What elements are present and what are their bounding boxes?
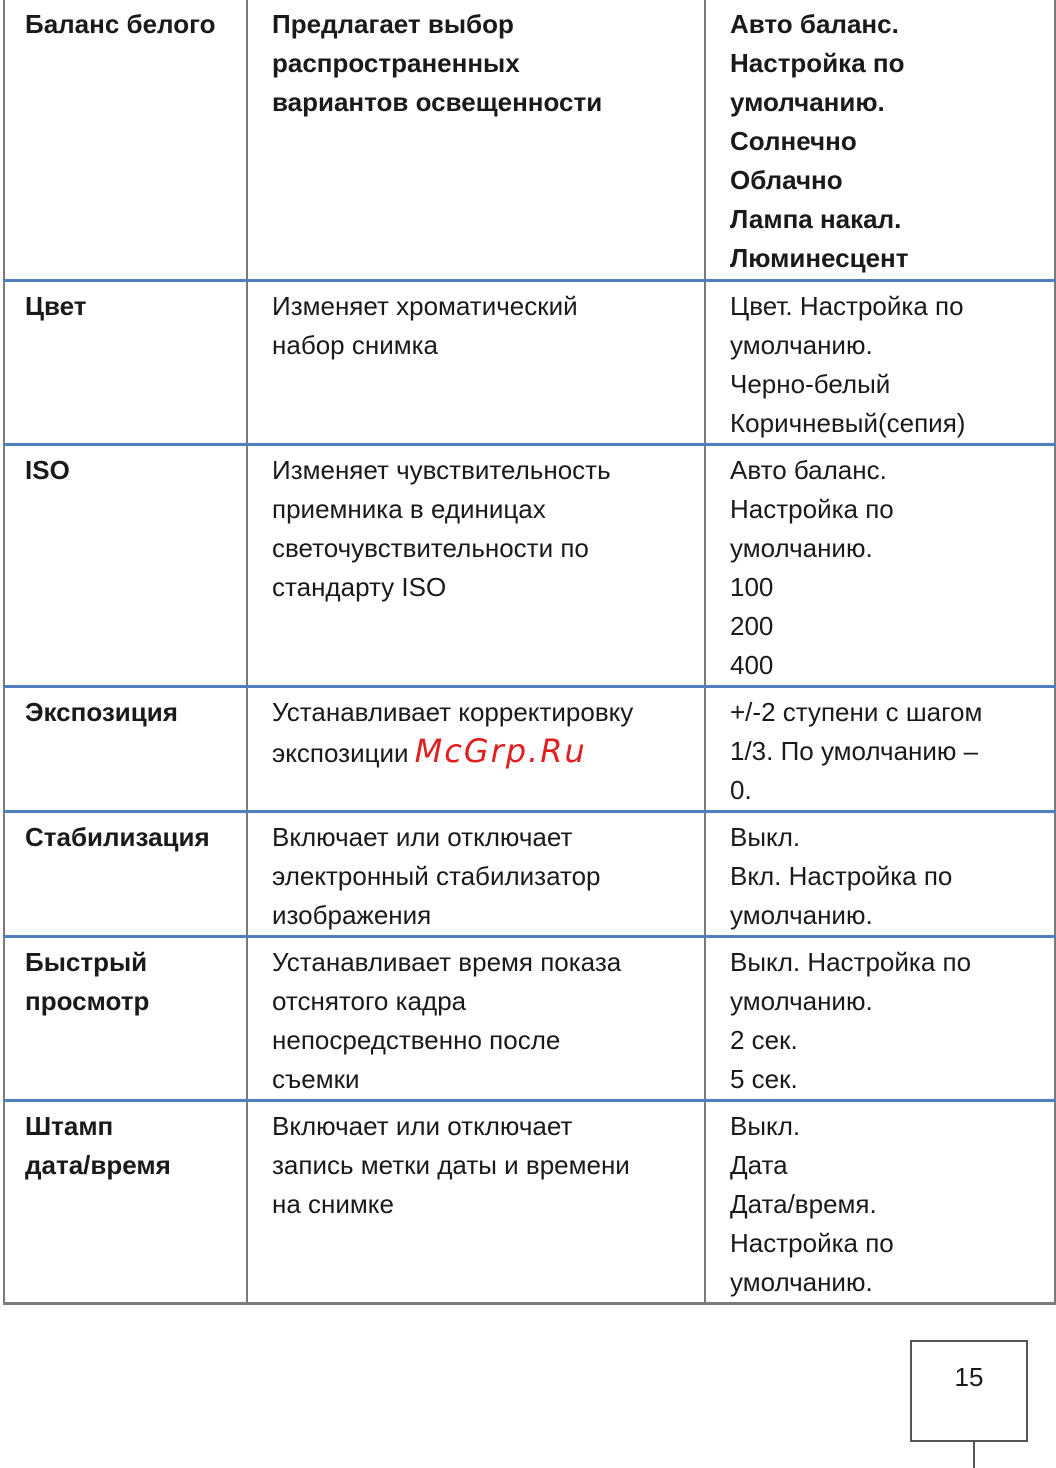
value-line: Облачно <box>730 165 843 195</box>
setting-description-cell <box>247 811 705 936</box>
description-line: стандарту ISO <box>272 571 447 602</box>
setting-values-cell <box>705 280 1055 444</box>
setting-name: дата/время <box>25 1149 171 1180</box>
setting-description-cell <box>247 280 705 444</box>
value-line: Выкл. <box>730 821 801 852</box>
setting-name: Экспозиция <box>25 696 178 727</box>
description-text: экспозиции <box>272 737 409 768</box>
value-line: 2 сек. <box>730 1024 798 1055</box>
value-line: Коричневый(сепия) <box>730 407 966 438</box>
camera-settings-table <box>3 0 1056 1305</box>
table-row <box>4 444 1055 686</box>
value-line: умолчанию. <box>730 329 873 360</box>
description-line: отснятого кадра <box>272 985 467 1016</box>
description-line: Изменяет чувствительность <box>272 454 611 485</box>
setting-name-cell <box>4 0 247 280</box>
value-line: Вкл. Настройка по <box>730 860 953 891</box>
page-number-tick <box>973 1442 975 1468</box>
setting-name-cell <box>4 280 247 444</box>
setting-name: Баланс белого <box>25 9 216 39</box>
setting-description-cell <box>247 1100 705 1303</box>
setting-description-cell <box>247 0 705 280</box>
page-number: 15 <box>954 1362 984 1392</box>
value-line: Черно-белый <box>730 368 891 399</box>
value-line: 0. <box>730 774 752 805</box>
description-line: запись метки даты и времени <box>272 1149 630 1180</box>
setting-name: просмотр <box>25 985 150 1016</box>
value-line: Авто баланс. <box>730 9 899 39</box>
setting-values-cell <box>705 0 1055 280</box>
value-line: 5 сек. <box>730 1063 798 1094</box>
value-line: Авто баланс. <box>730 454 887 485</box>
table-row <box>4 686 1055 811</box>
description-line: Устанавливает время показа <box>272 946 622 977</box>
setting-values-cell <box>705 1100 1055 1303</box>
description-line <box>272 732 694 773</box>
value-line: Дата <box>730 1149 788 1180</box>
description-line: приемника в единицах <box>272 493 546 524</box>
value-line: 200 <box>730 610 774 641</box>
value-line: 400 <box>730 649 774 680</box>
description-line: светочувствительности по <box>272 532 589 563</box>
setting-name: Быстрый <box>25 946 148 977</box>
setting-name: Цвет <box>25 290 87 321</box>
value-line: Настройка по <box>730 48 905 78</box>
setting-name-cell <box>4 811 247 936</box>
value-line: 1/3. По умолчанию – <box>730 735 979 766</box>
table-row <box>4 1100 1055 1303</box>
setting-values-cell <box>705 936 1055 1100</box>
value-line: Настройка по <box>730 1227 894 1258</box>
value-line: Выкл. Настройка по <box>730 946 972 977</box>
setting-name: Стабилизация <box>25 821 210 852</box>
setting-name-cell <box>4 936 247 1100</box>
setting-name: ISO <box>25 454 70 485</box>
watermark-text: McGrp.Ru <box>414 731 587 770</box>
value-line: 100 <box>730 571 774 602</box>
value-line: умолчанию. <box>730 532 873 563</box>
description-line: Предлагает выбор <box>272 9 514 39</box>
table-row <box>4 811 1055 936</box>
setting-name-cell <box>4 444 247 686</box>
value-line: Солнечно <box>730 126 857 156</box>
value-line: +/-2 ступени с шагом <box>730 696 983 727</box>
setting-description-cell <box>247 936 705 1100</box>
value-line: умолчанию. <box>730 1266 873 1297</box>
description-line: электронный стабилизатор <box>272 860 601 891</box>
table-row <box>4 0 1055 280</box>
setting-description-cell <box>247 444 705 686</box>
description-line: на снимке <box>272 1188 394 1219</box>
value-line: умолчанию. <box>730 899 873 930</box>
value-line: Выкл. <box>730 1110 801 1141</box>
value-line: умолчанию. <box>730 87 885 117</box>
setting-description-cell <box>247 686 705 811</box>
description-line: съемки <box>272 1063 360 1094</box>
description-line: Включает или отключает <box>272 821 573 852</box>
table-row <box>4 936 1055 1100</box>
description-line: набор снимка <box>272 329 439 360</box>
setting-values-cell <box>705 811 1055 936</box>
description-line: распространенных <box>272 48 520 78</box>
description-line: Включает или отключает <box>272 1110 573 1141</box>
setting-values-cell <box>705 444 1055 686</box>
value-line: Люминесцент <box>730 243 909 273</box>
setting-name-cell <box>4 686 247 811</box>
page-number-box <box>910 1340 1028 1442</box>
value-line: Дата/время. <box>730 1188 877 1219</box>
setting-name-cell <box>4 1100 247 1303</box>
description-line: Устанавливает корректировку <box>272 696 634 727</box>
description-line: Изменяет хроматический <box>272 290 578 321</box>
table-row <box>4 280 1055 444</box>
description-line: непосредственно после <box>272 1024 561 1055</box>
setting-name: Штамп <box>25 1110 114 1141</box>
setting-values-cell <box>705 686 1055 811</box>
value-line: Настройка по <box>730 493 894 524</box>
description-line: изображения <box>272 899 432 930</box>
value-line: Лампа накал. <box>730 204 902 234</box>
description-line: вариантов освещенности <box>272 87 603 117</box>
value-line: Цвет. Настройка по <box>730 290 964 321</box>
value-line: умолчанию. <box>730 985 873 1016</box>
